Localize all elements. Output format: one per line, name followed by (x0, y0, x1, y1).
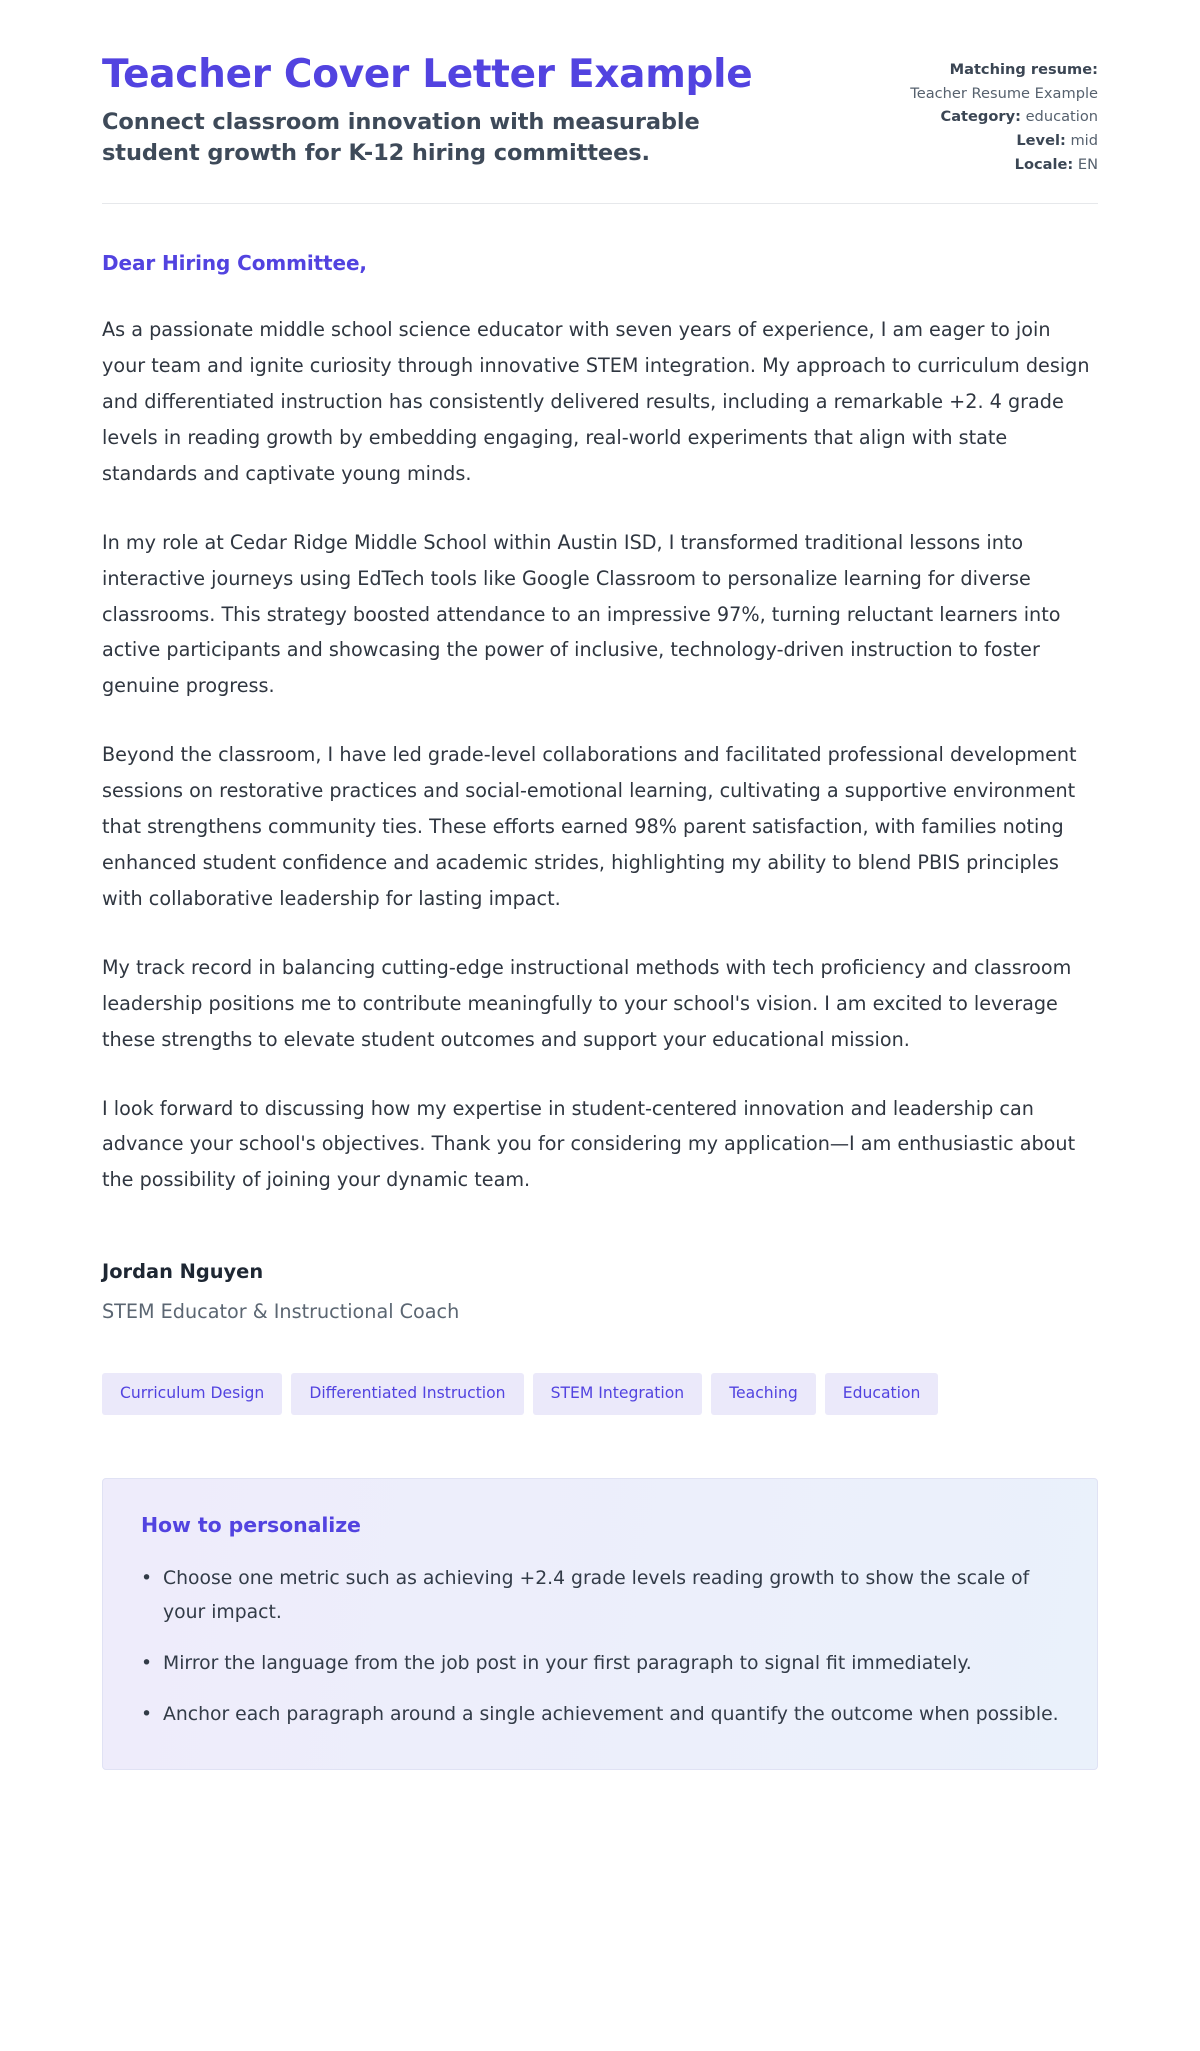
letter-paragraph: In my role at Cedar Ridge Middle School within Austin ISD, I transformed traditional lessons into interactive journeys using EdTech tools like Google Classroom to personalize learning for diverse classrooms. This strategy boosted attendance to an impressive 97%, turning reluctant learners into active participants and showcasing the power of inclusive, technology-driven instruction to foster genuine progress. (102, 530, 1061, 698)
meta-locale-value: EN (1077, 155, 1098, 173)
meta-locale-label: Locale: (1014, 155, 1074, 173)
callout-item-text: Mirror the language from the job post in your first paragraph to signal fit immediately. (163, 1653, 972, 1675)
meta-level-value: mid (1070, 131, 1098, 149)
letter-paragraph: My track record in balancing cutting-edge instructional methods with tech proficiency and classroom leadership positions me to contribute meaningfully to your school's vision. I am excited to leverage these strengths to elevate student outcomes and support your educational mission. (102, 955, 1072, 1051)
tag-chip[interactable]: STEM Integration (533, 1373, 703, 1415)
meta-level-label: Level: (1016, 131, 1066, 149)
cover-letter-page (102, 0, 1098, 1770)
bullet-icon: • (141, 1653, 153, 1675)
meta-category-label: Category: (940, 108, 1021, 126)
page-title: Teacher Cover Letter Example (102, 52, 753, 97)
letter-paragraph: Beyond the classroom, I have led grade-level collaborations and facilitated professional development sessions on restorative practices and social-emotional learning, cultivating a supportive environment that strengthens community ties. These efforts earned 98% parent satisfaction, with families noting enhanced student confidence and academic strides, highlighting my ability to blend PBIS principles with collaborative leadership for lasting impact. (102, 743, 1077, 910)
tag-list (102, 1373, 1098, 1415)
letter-paragraph: As a passionate middle school science educator with seven years of experience, I am eager to join your team and ignite curiosity through innovative STEM integration. My approach to curriculum design and differentiated instruction has consistently delivered results, including a remarkable +2. 4 grade levels in reading growth by embedding engaging, real-world experiments that align with state standards and captivate young minds. (102, 318, 1090, 485)
meta-matching-resume (910, 58, 1098, 105)
letter-body (102, 204, 1098, 1323)
page-subtitle: Connect classroom innovation with measurable student growth for K-12 hiring committees. (102, 109, 700, 166)
signature-name: Jordan Nguyen (102, 1260, 264, 1284)
tag-chip[interactable]: Curriculum Design (102, 1373, 282, 1415)
callout-list (141, 1562, 1059, 1733)
tag-chip[interactable]: Teaching (711, 1373, 816, 1415)
meta-category-value: education (1025, 108, 1098, 126)
meta-matching-resume-value: Teacher Resume Example (910, 84, 1098, 102)
salutation: Dear Hiring Committee, (102, 251, 367, 276)
callout-list-item (141, 1698, 1059, 1732)
bullet-icon: • (141, 1567, 153, 1589)
callout-item-text: Choose one metric such as achieving +2.4 grade levels reading growth to show the scale of your impact. (163, 1567, 1030, 1624)
meta-category (910, 105, 1098, 129)
signature-role: STEM Educator & Instructional Coach (102, 1300, 460, 1324)
callout-list-item (141, 1562, 1059, 1630)
meta-matching-resume-label: Matching resume: (949, 61, 1098, 78)
document-metadata (910, 52, 1098, 176)
tag-chip[interactable]: Differentiated Instruction (291, 1373, 523, 1415)
signature-block (102, 1260, 1098, 1323)
letter-paragraph: I look forward to discussing how my expertise in student-centered innovation and leadership can advance your school's objectives. Thank you for considering my application—I am enthusiastic about the possibility of joining your dynamic team. (102, 1096, 1076, 1192)
meta-locale (910, 153, 1098, 177)
meta-level (910, 129, 1098, 153)
bullet-icon: • (141, 1704, 153, 1726)
callout-list-item (141, 1647, 1059, 1681)
personalize-callout (102, 1478, 1098, 1770)
callout-item-text: Anchor each paragraph around a single achievement and quantify the outcome when possible. (163, 1704, 1059, 1726)
callout-title: How to personalize (141, 1512, 361, 1537)
tag-chip[interactable]: Education (825, 1373, 939, 1415)
document-header (102, 52, 1098, 176)
title-block (102, 52, 792, 168)
